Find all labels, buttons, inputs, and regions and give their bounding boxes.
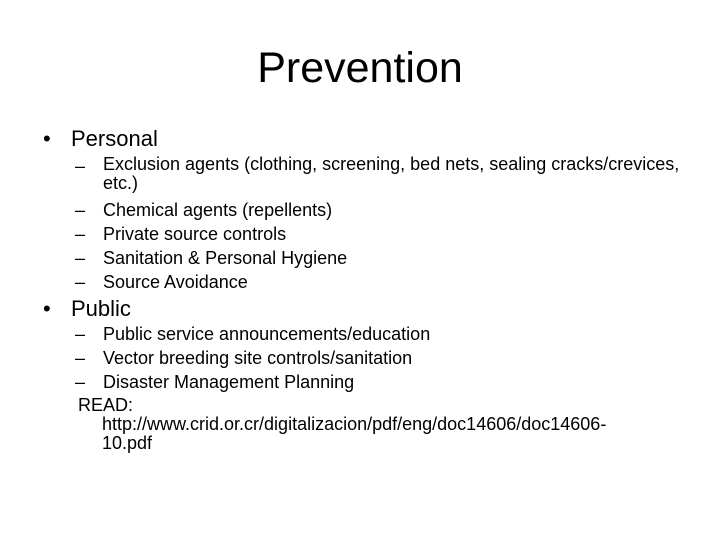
read-label: READ: <box>78 395 134 415</box>
sub-item-text: Vector breeding site controls/sanitation <box>103 348 413 368</box>
dash-glyph: – <box>75 200 86 220</box>
sub-item-text: Sanitation & Personal Hygiene <box>103 248 348 268</box>
sub-item-sanitation-hygiene <box>75 247 695 269</box>
read-reference <box>78 396 698 453</box>
sub-item-public-service <box>75 323 695 345</box>
dash-glyph: – <box>75 372 86 392</box>
bullet-glyph: • <box>43 296 51 321</box>
sub-item-private-source-controls <box>75 223 695 245</box>
slide-title: Prevention <box>257 44 463 92</box>
sub-item-text: Exclusion agents (clothing, screening, bed nets, sealing cracks/crevices, etc.) <box>103 154 680 193</box>
sub-item-text: Source Avoidance <box>103 272 248 292</box>
dash-glyph: – <box>75 348 86 368</box>
sub-item-text: Public service announcements/education <box>103 324 431 344</box>
dash-glyph: – <box>75 224 86 244</box>
sub-item-vector-breeding <box>75 347 695 369</box>
dash-glyph: – <box>75 248 86 268</box>
bullet-personal <box>43 126 158 152</box>
bullet-label-public: Public <box>71 296 131 321</box>
sub-item-source-avoidance <box>75 271 695 293</box>
sub-item-disaster-management <box>75 371 695 393</box>
sub-item-exclusion-agents <box>75 155 695 193</box>
dash-glyph: – <box>75 324 86 344</box>
bullet-glyph: • <box>43 126 51 151</box>
bullet-public <box>43 296 131 322</box>
sub-item-chemical-agents <box>75 199 695 221</box>
bullet-label-personal: Personal <box>71 126 158 151</box>
sub-item-text: Chemical agents (repellents) <box>103 200 333 220</box>
read-url-line-2: 10.pdf <box>102 433 153 453</box>
dash-glyph: – <box>75 272 86 292</box>
sub-item-text: Private source controls <box>103 224 287 244</box>
sub-item-text: Disaster Management Planning <box>103 372 355 392</box>
read-url-line-1: http://www.crid.or.cr/digitalizacion/pdf/eng/doc14606/doc14606- <box>102 414 607 434</box>
dash-glyph: – <box>75 156 86 176</box>
